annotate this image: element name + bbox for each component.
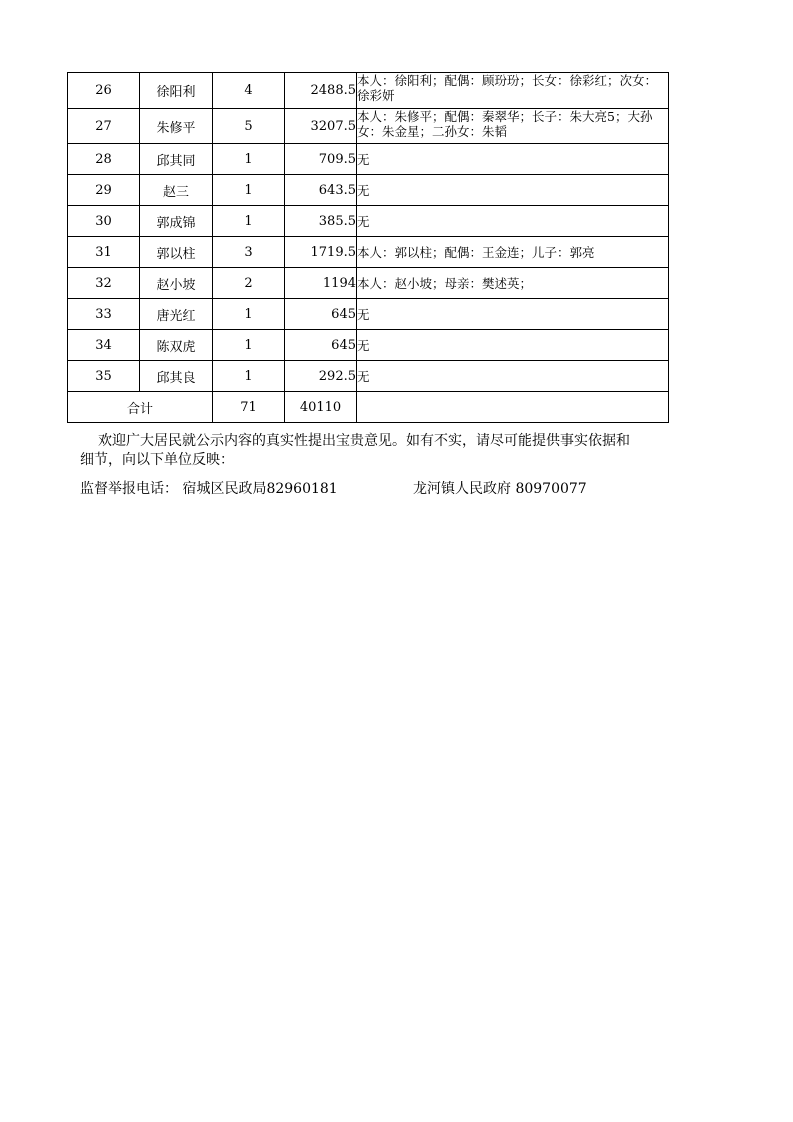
total-members (357, 392, 669, 423)
subsidy-amount: 709.5 (285, 144, 357, 175)
contact-town-government: 龙河镇人民政府 80970077 (413, 481, 587, 497)
table-row (68, 268, 669, 299)
household-head-name: 陈双虎 (140, 330, 213, 361)
table-row (68, 109, 669, 144)
row-number: 34 (68, 330, 140, 361)
note-line-1: 欢迎广大居民就公示内容的真实性提出宝贵意见。如有不实，请尽可能提供事实依据和 (98, 433, 630, 449)
total-row (68, 392, 669, 423)
total-amount: 40110 (285, 392, 357, 423)
household-head-name: 邱其良 (140, 361, 213, 392)
household-head-name: 郭以柱 (140, 237, 213, 268)
household-members: 本人：朱修平；配偶：秦翠华；长子：朱大亮5；大孙女：朱金星；二孙女：朱韬 (357, 109, 669, 144)
subsidy-amount: 643.5 (285, 175, 357, 206)
table-row (68, 206, 669, 237)
household-members: 本人：赵小坡；母亲：樊述英； (357, 268, 669, 299)
household-members: 无 (357, 299, 669, 330)
feedback-note (80, 432, 680, 470)
relief-roster-table (67, 72, 669, 423)
row-number: 35 (68, 361, 140, 392)
household-size: 1 (213, 206, 285, 237)
row-number: 31 (68, 237, 140, 268)
row-number: 26 (68, 73, 140, 109)
household-size: 5 (213, 109, 285, 144)
table-row (68, 299, 669, 330)
subsidy-amount: 645 (285, 330, 357, 361)
subsidy-amount: 292.5 (285, 361, 357, 392)
row-number: 27 (68, 109, 140, 144)
household-members: 本人：徐阳利；配偶：顾玢玢；长女：徐彩红；次女：徐彩妍 (357, 73, 669, 109)
row-number: 28 (68, 144, 140, 175)
household-head-name: 邱其同 (140, 144, 213, 175)
subsidy-amount: 3207.5 (285, 109, 357, 144)
subsidy-amount: 1194 (285, 268, 357, 299)
household-head-name: 赵三 (140, 175, 213, 206)
row-number: 33 (68, 299, 140, 330)
household-members: 无 (357, 144, 669, 175)
household-members: 无 (357, 206, 669, 237)
roster-body (68, 73, 669, 423)
household-head-name: 郭成锦 (140, 206, 213, 237)
note-line-2: 细节，向以下单位反映： (80, 452, 234, 468)
table-row (68, 144, 669, 175)
household-size: 1 (213, 361, 285, 392)
subsidy-amount: 2488.5 (285, 73, 357, 109)
household-size: 2 (213, 268, 285, 299)
household-size: 3 (213, 237, 285, 268)
household-head-name: 朱修平 (140, 109, 213, 144)
household-size: 4 (213, 73, 285, 109)
household-head-name: 唐光红 (140, 299, 213, 330)
household-head-name: 徐阳利 (140, 73, 213, 109)
total-count: 71 (213, 392, 285, 423)
household-size: 1 (213, 299, 285, 330)
total-label: 合计 (68, 392, 213, 423)
table-row (68, 330, 669, 361)
household-head-name: 赵小坡 (140, 268, 213, 299)
table-row (68, 237, 669, 268)
subsidy-amount: 1719.5 (285, 237, 357, 268)
table-row (68, 73, 669, 109)
subsidy-amount: 645 (285, 299, 357, 330)
subsidy-amount: 385.5 (285, 206, 357, 237)
row-number: 30 (68, 206, 140, 237)
row-number: 32 (68, 268, 140, 299)
household-members: 无 (357, 330, 669, 361)
household-size: 1 (213, 330, 285, 361)
household-size: 1 (213, 144, 285, 175)
table-row (68, 361, 669, 392)
table-row (68, 175, 669, 206)
household-members: 本人：郭以柱；配偶：王金连；儿子：郭亮 (357, 237, 669, 268)
row-number: 29 (68, 175, 140, 206)
contact-district-bureau: 监督举报电话： 宿城区民政局82960181 (80, 481, 338, 497)
household-members: 无 (357, 361, 669, 392)
household-members: 无 (357, 175, 669, 206)
household-size: 1 (213, 175, 285, 206)
